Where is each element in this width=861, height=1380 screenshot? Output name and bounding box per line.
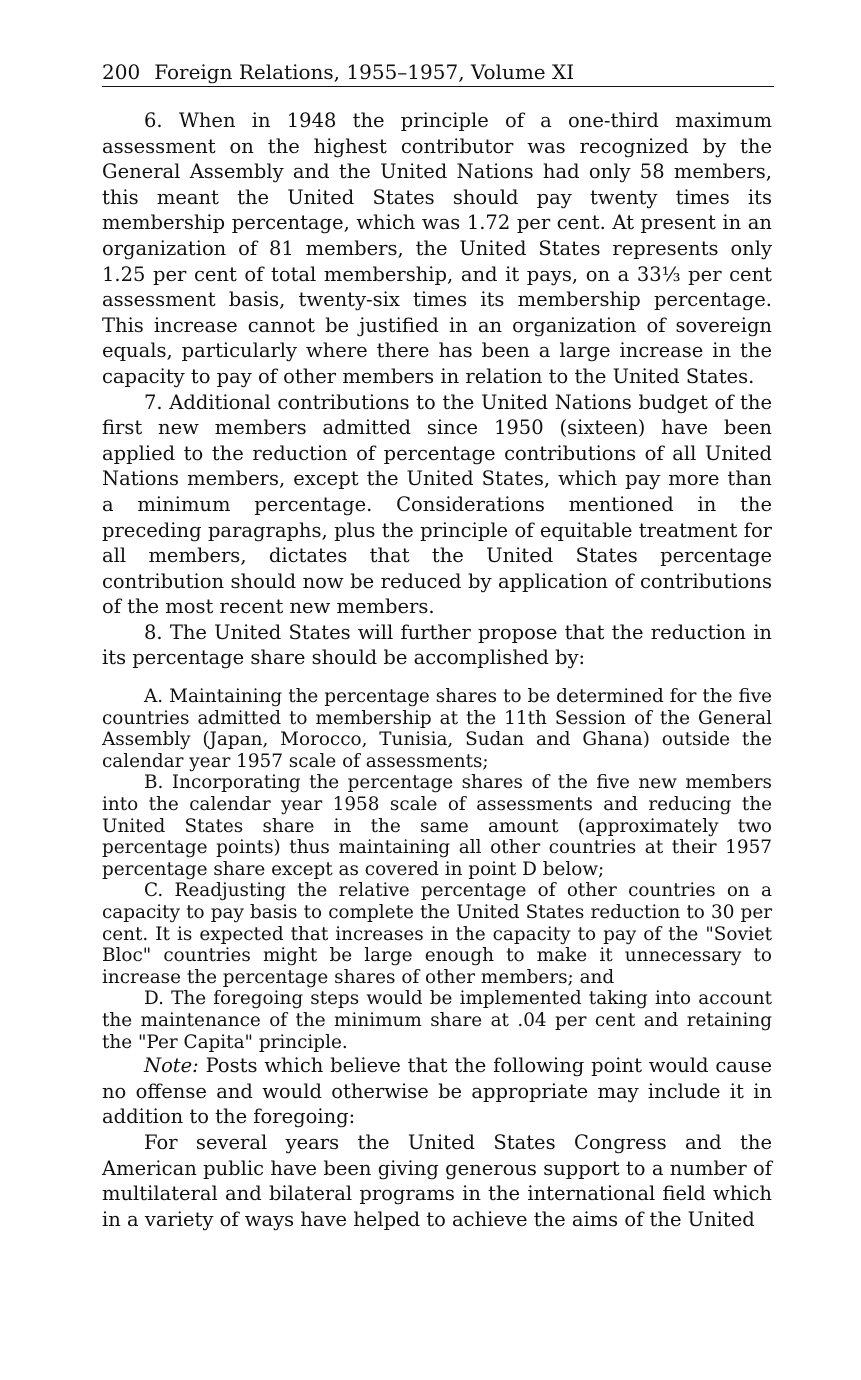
list-item-a: A. Maintaining the percentage shares to be determined for the five countries admitted to membership at the 11th Session of the General Assembly (Japan, Morocco, Tunisia, Sudan and Ghana) outside the calendar year 1957 scale of assessments; xyxy=(102,686,772,772)
paragraph-7: 7. Additional contributions to the United Nations budget of the first new members admitted since 1950 (sixteen) have been applied to the reduction of percentage contributions of all United Nations members, except the United States, which pay more than a minimum percentage. Considerations mentioned in the preceding paragraphs, plus the principle of equitable treatment for all members, dictates that the United States percentage contribution should now be reduced by application of contributions of the most recent new members. xyxy=(102,390,772,619)
paragraph-6: 6. When in 1948 the principle of a one-third maximum assessment on the highest contributor was recognized by the General Assembly and the United Nations had only 58 members, this meant the United States should pay twenty times its membership percentage, which was 1.72 per cent. At present in an organization of 81 members, the United States represents only 1.25 per cent of total membership, and it pays, on a 33⅓ per cent assessment basis, twenty-six times its membership percentage. This increase cannot be justified in an organization of sovereign equals, particularly where there has been a large increase in the capacity to pay of other members in relation to the United States. xyxy=(102,109,772,388)
running-title: Foreign Relations, 1955–1957, Volume XI xyxy=(154,60,575,84)
document-body xyxy=(102,108,772,1232)
proposal-list xyxy=(102,686,772,1053)
final-paragraph: For several years the United States Congress and the American public have been giving generous support to a number of multilateral and bilateral programs in the international field which in a variety of ways have helped to achieve the aims of the United xyxy=(102,1130,772,1231)
list-item-b: B. Incorporating the percentage shares of the five new members into the calendar year 1958 scale of assessments and reducing the United States share in the same amount (approximately two percentage points) thus maintaining all other countries at their 1957 percentage share except as covered in point D below; xyxy=(102,772,772,880)
note-paragraph xyxy=(102,1053,772,1130)
note-label: Note: xyxy=(144,1054,199,1078)
page-header xyxy=(102,58,774,87)
page-number: 200 xyxy=(102,60,141,84)
note-text: Posts which believe that the following point would cause no offense and would otherwise be appropriate may include it in addition to the foregoing: xyxy=(102,1054,772,1129)
list-item-d: D. The foregoing steps would be implemented taking into account the maintenance of the minimum share at .04 per cent and retaining the "Per Capita" principle. xyxy=(102,988,772,1053)
list-item-c: C. Readjusting the relative percentage of other countries on a capacity to pay basis to complete the United States reduction to 30 per cent. It is expected that increases in the capacity to pay of the "Soviet Bloc" countries might be large enough to make it unnecessary to increase the percentage shares of other members; and xyxy=(102,880,772,988)
paragraph-8: 8. The United States will further propose that the reduction in its percentage share should be accomplished by: xyxy=(102,620,772,670)
